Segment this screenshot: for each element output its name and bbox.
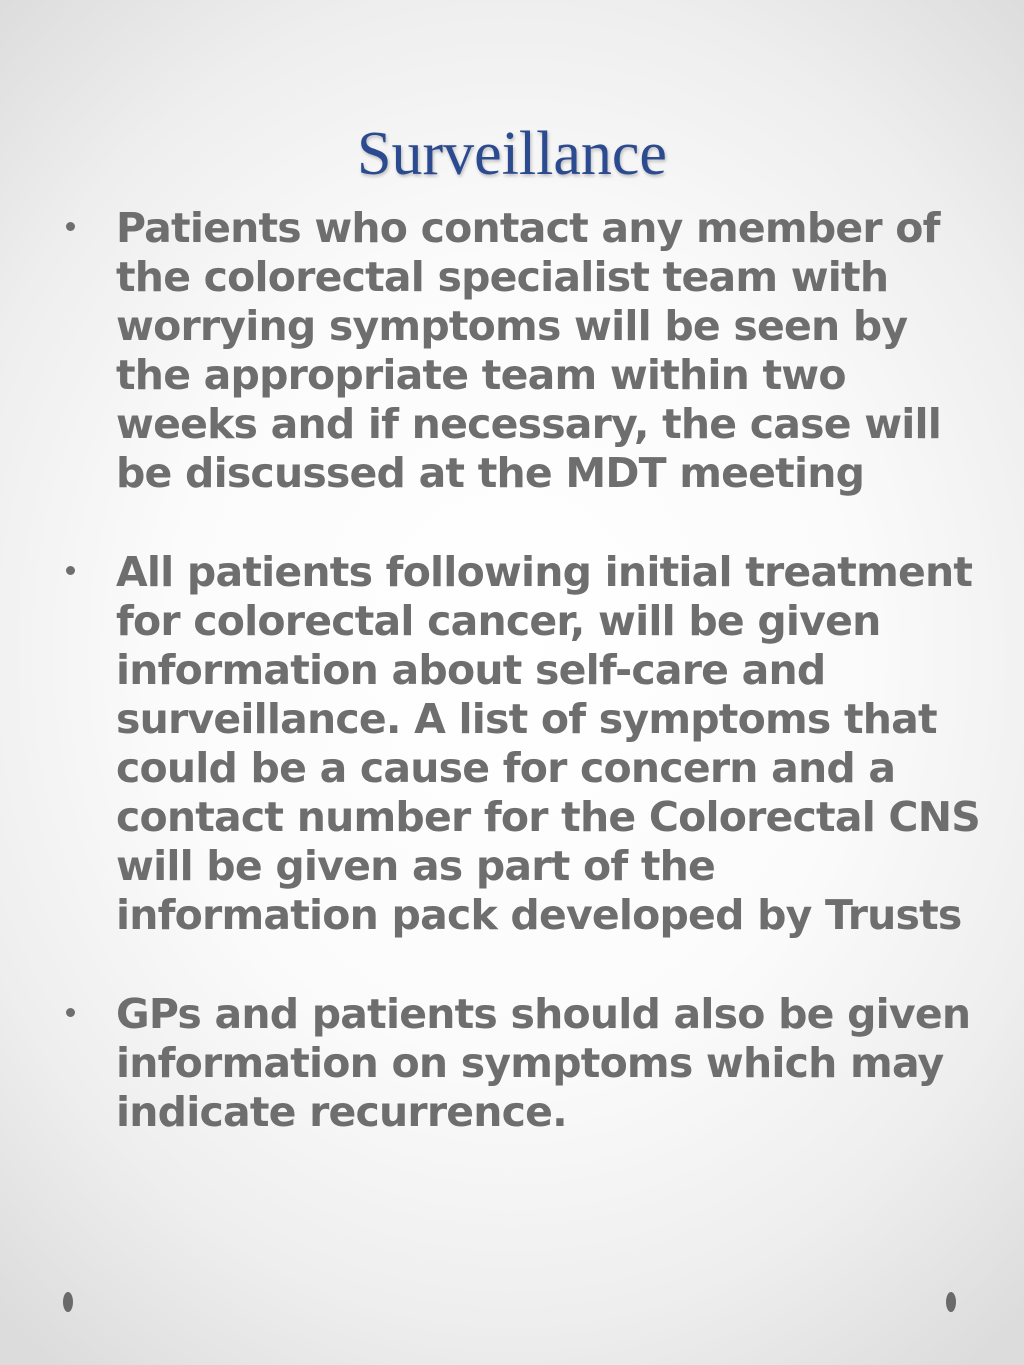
decorative-dot-right-icon (946, 1292, 956, 1312)
decorative-dot-left-icon (63, 1292, 73, 1312)
bullet-list (0, 204, 1024, 1187)
bullet-item (0, 548, 1024, 940)
bullet-dot-icon (66, 1008, 75, 1017)
bullet-text: All patients following initial treatment for colorectal cancer, will be given information about self-care and surveillance. A list of symptoms that could be a cause for concern and a contact number for the Colorectal CNS will be given as part of the information pack developed by Trusts (116, 548, 980, 939)
bullet-item (0, 990, 1024, 1137)
bullet-text: GPs and patients should also be given information on symptoms which may indicate recurrence. (116, 990, 971, 1136)
bullet-dot-icon (66, 222, 75, 231)
slide-title: Surveillance (357, 120, 667, 188)
bullet-item (0, 204, 1024, 498)
bullet-text: Patients who contact any member of the colorectal specialist team with worrying symptoms will be seen by the appropriate team within two weeks and if necessary, the case will be discussed at the MDT meeting (116, 204, 942, 497)
bullet-dot-icon (66, 566, 75, 575)
